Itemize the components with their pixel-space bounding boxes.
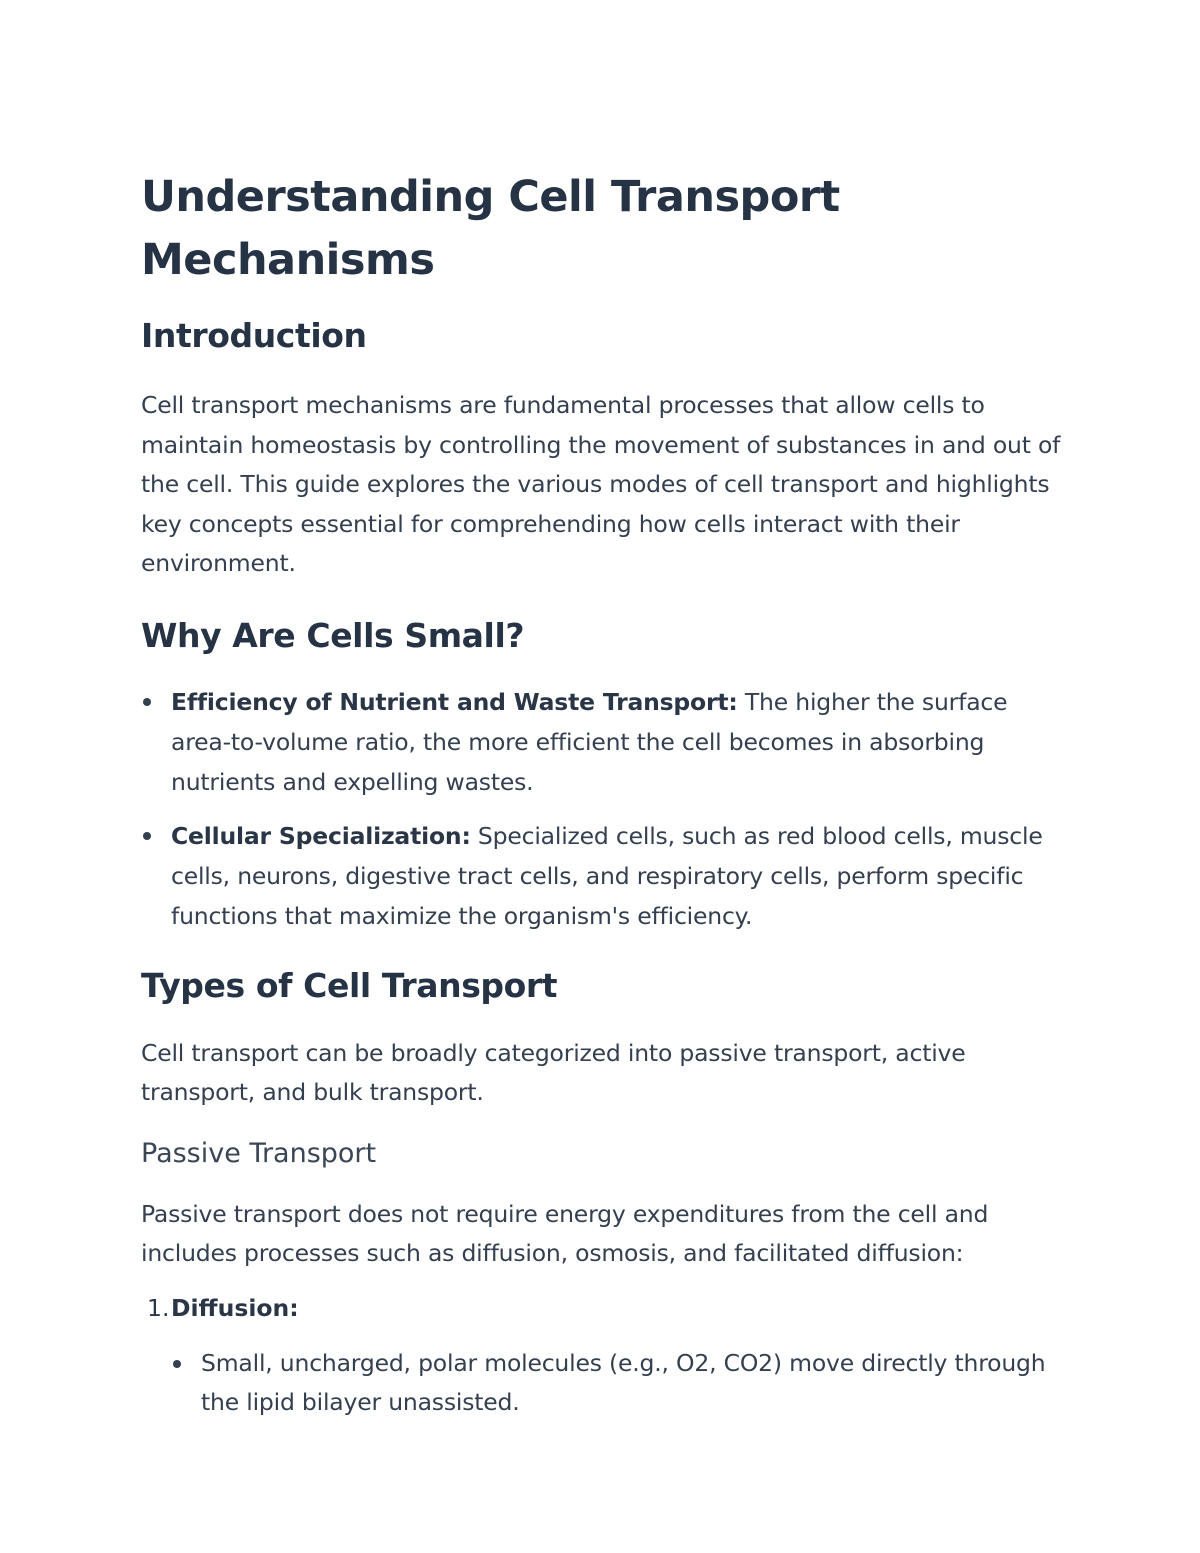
list-item-lead: Efficiency of Nutrient and Waste Transport: bbox=[171, 687, 738, 716]
list-number: 1. bbox=[147, 1293, 170, 1322]
why-cells-small-list bbox=[141, 682, 1071, 936]
passive-transport-heading: Passive Transport bbox=[141, 1137, 377, 1169]
list-item-text: Small, uncharged, polar molecules (e.g., O2, CO2) move directly through the lipid bilayer unassisted. bbox=[201, 1348, 1046, 1416]
bullet-icon bbox=[173, 1360, 181, 1368]
list-item-text: Specialized cells, such as red blood cells, muscle cells, neurons, digestive tract cells, and respiratory cells, perform specific functions that maximize the organism's efficiency. bbox=[171, 821, 1043, 930]
bullet-icon bbox=[143, 698, 151, 706]
numbered-item-diffusion bbox=[141, 1290, 1071, 1422]
list-item bbox=[141, 816, 1071, 936]
diffusion-sub-list bbox=[141, 1344, 1071, 1422]
bullet-icon bbox=[143, 832, 151, 840]
list-item-lead: Cellular Specialization: bbox=[171, 821, 471, 850]
document-page bbox=[141, 166, 1071, 1422]
types-heading: Types of Cell Transport bbox=[141, 965, 558, 1005]
passive-transport-list bbox=[141, 1290, 1071, 1422]
introduction-paragraph: Cell transport mechanisms are fundamental processes that allow cells to maintain homeostasis by controlling the movement of substances in and out of the cell. This guide explores the various modes of cell transport and highlights key concepts essential for comprehending how cells interact with their environment. bbox=[141, 391, 1061, 577]
introduction-heading: Introduction bbox=[141, 316, 367, 355]
numbered-item-label: Diffusion: bbox=[171, 1293, 299, 1322]
list-item bbox=[141, 682, 1071, 802]
list-item-text: The higher the surface area-to-volume ratio, the more efficient the cell becomes in absorbing nutrients and expelling wastes. bbox=[171, 687, 1008, 796]
list-item bbox=[171, 1344, 1071, 1422]
document-title: Understanding Cell Transport Mechanisms bbox=[141, 172, 840, 285]
passive-transport-paragraph: Passive transport does not require energy expenditures from the cell and includes processes such as diffusion, osmosis, and facilitated diffusion: bbox=[141, 1199, 989, 1267]
types-paragraph: Cell transport can be broadly categorized into passive transport, active transport, and bulk transport. bbox=[141, 1038, 966, 1106]
why-cells-small-heading: Why Are Cells Small? bbox=[141, 615, 525, 655]
